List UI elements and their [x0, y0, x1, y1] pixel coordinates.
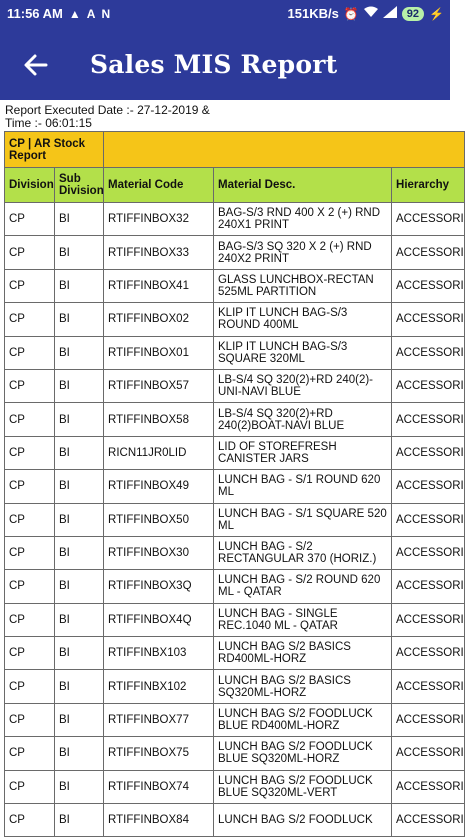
- table-row: [5, 570, 465, 603]
- table-row: [5, 503, 465, 536]
- executed-date-line: Report Executed Date :- 27-12-2019 &: [5, 103, 210, 117]
- cell-hierarchy: ACCESSORI: [392, 804, 465, 837]
- table-row: [5, 403, 465, 436]
- cell-hierarchy: ACCESSORI: [392, 737, 465, 770]
- cell-material-code: RTIFFINBOX3Q: [104, 570, 214, 603]
- cell-sub-division: BI: [55, 236, 104, 269]
- cell-sub-division: BI: [55, 737, 104, 770]
- table-row: [5, 303, 465, 336]
- cell-material-code: RTIFFINBOX74: [104, 770, 214, 803]
- cell-division: CP: [5, 470, 55, 503]
- cell-division: CP: [5, 236, 55, 269]
- table-row: [5, 269, 465, 302]
- status-time: 11:56 AM: [7, 6, 63, 21]
- cell-material-desc: LUNCH BAG S/2 BASICS SQ320ML-HORZ: [214, 670, 392, 703]
- cell-hierarchy: ACCESSORI: [392, 269, 465, 302]
- table-row: [5, 737, 465, 770]
- table-row: [5, 470, 465, 503]
- cell-material-desc: LUNCH BAG S/2 FOODLUCK: [214, 804, 392, 837]
- cell-material-code: RTIFFINBOX57: [104, 369, 214, 402]
- cell-material-code: RTIFFINBOX01: [104, 336, 214, 369]
- cell-material-code: RTIFFINBOX49: [104, 470, 214, 503]
- cell-hierarchy: ACCESSORI: [392, 470, 465, 503]
- cell-division: CP: [5, 503, 55, 536]
- cell-division: CP: [5, 570, 55, 603]
- status-left: [7, 6, 110, 21]
- cell-material-code: RTIFFINBX103: [104, 637, 214, 670]
- report-table-container[interactable]: [4, 131, 464, 827]
- cell-material-desc: GLASS LUNCHBOX-RECTAN 525ML PARTITION: [214, 269, 392, 302]
- report-table: [4, 131, 465, 837]
- table-row: [5, 603, 465, 636]
- cell-material-code: RTIFFINBOX41: [104, 269, 214, 302]
- cell-division: CP: [5, 336, 55, 369]
- cell-material-desc: LUNCH BAG S/2 BASICS RD400ML-HORZ: [214, 637, 392, 670]
- cell-division: CP: [5, 203, 55, 236]
- cell-division: CP: [5, 369, 55, 402]
- cell-sub-division: BI: [55, 303, 104, 336]
- cell-sub-division: BI: [55, 536, 104, 569]
- cell-material-code: RTIFFINBOX4Q: [104, 603, 214, 636]
- cell-sub-division: BI: [55, 670, 104, 703]
- cell-material-desc: LUNCH BAG - S/1 SQUARE 520 ML: [214, 503, 392, 536]
- cell-material-desc: LB-S/4 SQ 320(2)+RD 240(2)BOAT-NAVI BLUE: [214, 403, 392, 436]
- cell-sub-division: BI: [55, 770, 104, 803]
- cell-material-desc: KLIP IT LUNCH BAG-S/3 SQUARE 320ML: [214, 336, 392, 369]
- table-row: [5, 203, 465, 236]
- app-bar: [0, 30, 450, 100]
- cell-material-desc: LUNCH BAG - S/2 ROUND 620 ML - QATAR: [214, 570, 392, 603]
- back-button[interactable]: [20, 50, 52, 80]
- cell-material-desc: LB-S/4 SQ 320(2)+RD 240(2)-UNI-NAVI BLUE: [214, 369, 392, 402]
- cell-division: CP: [5, 269, 55, 302]
- cell-material-desc: LID OF STOREFRESH CANISTER JARS: [214, 436, 392, 469]
- cell-sub-division: BI: [55, 436, 104, 469]
- cell-division: CP: [5, 737, 55, 770]
- cell-sub-division: BI: [55, 570, 104, 603]
- cell-hierarchy: ACCESSORI: [392, 703, 465, 736]
- network-speed: 151KB/s: [287, 6, 339, 21]
- cell-division: CP: [5, 303, 55, 336]
- app-n-icon: N: [101, 6, 111, 21]
- cell-hierarchy: ACCESSORI: [392, 203, 465, 236]
- cell-division: CP: [5, 703, 55, 736]
- wifi-icon: [364, 6, 378, 21]
- cell-division: CP: [5, 403, 55, 436]
- cell-sub-division: BI: [55, 703, 104, 736]
- cell-material-code: RTIFFINBOX33: [104, 236, 214, 269]
- status-bar: [0, 0, 450, 30]
- cell-hierarchy: ACCESSORI: [392, 637, 465, 670]
- back-arrow-icon: [20, 50, 52, 80]
- cell-sub-division: BI: [55, 203, 104, 236]
- cell-sub-division: BI: [55, 470, 104, 503]
- cell-material-code: RICN11JR0LID: [104, 436, 214, 469]
- cell-hierarchy: ACCESSORI: [392, 436, 465, 469]
- table-header-row: [5, 168, 465, 203]
- cell-division: CP: [5, 536, 55, 569]
- cell-sub-division: BI: [55, 603, 104, 636]
- cell-hierarchy: ACCESSORI: [392, 236, 465, 269]
- table-row: [5, 236, 465, 269]
- cell-material-desc: KLIP IT LUNCH BAG-S/3 ROUND 400ML: [214, 303, 392, 336]
- cell-sub-division: BI: [55, 369, 104, 402]
- app-a-icon: A: [86, 6, 96, 21]
- cell-material-desc: LUNCH BAG S/2 FOODLUCK BLUE SQ320ML-HORZ: [214, 737, 392, 770]
- cell-material-desc: LUNCH BAG - S/1 ROUND 620 ML: [214, 470, 392, 503]
- cell-hierarchy: ACCESSORI: [392, 403, 465, 436]
- cell-material-desc: LUNCH BAG - SINGLE REC.1040 ML - QATAR: [214, 603, 392, 636]
- cell-material-desc: LUNCH BAG S/2 FOODLUCK BLUE SQ320ML-VERT: [214, 770, 392, 803]
- cell-division: CP: [5, 603, 55, 636]
- alert-icon: ▲: [68, 6, 81, 21]
- cell-hierarchy: ACCESSORI: [392, 303, 465, 336]
- cell-hierarchy: ACCESSORI: [392, 536, 465, 569]
- cell-division: CP: [5, 804, 55, 837]
- cell-sub-division: BI: [55, 336, 104, 369]
- report-title-filler: [104, 132, 465, 168]
- table-row: [5, 637, 465, 670]
- cell-hierarchy: ACCESSORI: [392, 770, 465, 803]
- column-header-division: Division: [5, 168, 55, 203]
- cell-material-code: RTIFFINBOX77: [104, 703, 214, 736]
- cell-material-code: RTIFFINBOX58: [104, 403, 214, 436]
- cell-division: CP: [5, 770, 55, 803]
- cell-material-code: RTIFFINBOX75: [104, 737, 214, 770]
- status-right: [288, 6, 444, 21]
- cell-sub-division: BI: [55, 403, 104, 436]
- cell-hierarchy: ACCESSORI: [392, 369, 465, 402]
- report-title: CP | AR Stock Report: [5, 132, 104, 168]
- cell-sub-division: BI: [55, 269, 104, 302]
- table-row: [5, 336, 465, 369]
- cell-division: CP: [5, 670, 55, 703]
- table-row: [5, 369, 465, 402]
- table-row: [5, 804, 465, 837]
- column-header-hierarchy: Hierarchy: [392, 168, 465, 203]
- cell-sub-division: BI: [55, 804, 104, 837]
- cell-sub-division: BI: [55, 503, 104, 536]
- cell-material-code: RTIFFINBOX84: [104, 804, 214, 837]
- cell-material-desc: BAG-S/3 SQ 320 X 2 (+) RND 240X2 PRINT: [214, 236, 392, 269]
- charging-icon: ⚡: [429, 6, 444, 21]
- executed-time-line: Time :- 06:01:15: [5, 116, 92, 130]
- column-header-sub-division: Sub Division: [55, 168, 104, 203]
- cell-material-desc: BAG-S/3 RND 400 X 2 (+) RND 240X1 PRINT: [214, 203, 392, 236]
- cell-division: CP: [5, 436, 55, 469]
- cell-hierarchy: ACCESSORI: [392, 570, 465, 603]
- cell-material-code: RTIFFINBOX30: [104, 536, 214, 569]
- cell-material-code: RTIFFINBOX32: [104, 203, 214, 236]
- table-row: [5, 436, 465, 469]
- cell-material-code: RTIFFINBOX50: [104, 503, 214, 536]
- cell-hierarchy: ACCESSORI: [392, 670, 465, 703]
- cell-material-code: RTIFFINBX102: [104, 670, 214, 703]
- cell-sub-division: BI: [55, 637, 104, 670]
- table-row: [5, 536, 465, 569]
- alarm-icon: ⏰: [343, 6, 359, 21]
- column-header-material-desc: Material Desc.: [214, 168, 392, 203]
- table-row: [5, 770, 465, 803]
- signal-icon: [383, 6, 397, 21]
- battery-indicator: 92: [402, 7, 424, 21]
- cell-material-desc: LUNCH BAG S/2 FOODLUCK BLUE RD400ML-HORZ: [214, 703, 392, 736]
- table-row: [5, 703, 465, 736]
- page-title: Sales MIS Report: [90, 50, 338, 79]
- cell-hierarchy: ACCESSORI: [392, 336, 465, 369]
- report-executed-info: [5, 104, 445, 130]
- column-header-material-code: Material Code: [104, 168, 214, 203]
- cell-material-desc: LUNCH BAG - S/2 RECTANGULAR 370 (HORIZ.): [214, 536, 392, 569]
- cell-material-code: RTIFFINBOX02: [104, 303, 214, 336]
- cell-hierarchy: ACCESSORI: [392, 503, 465, 536]
- cell-hierarchy: ACCESSORI: [392, 603, 465, 636]
- report-title-row: [5, 132, 465, 168]
- table-row: [5, 670, 465, 703]
- cell-division: CP: [5, 637, 55, 670]
